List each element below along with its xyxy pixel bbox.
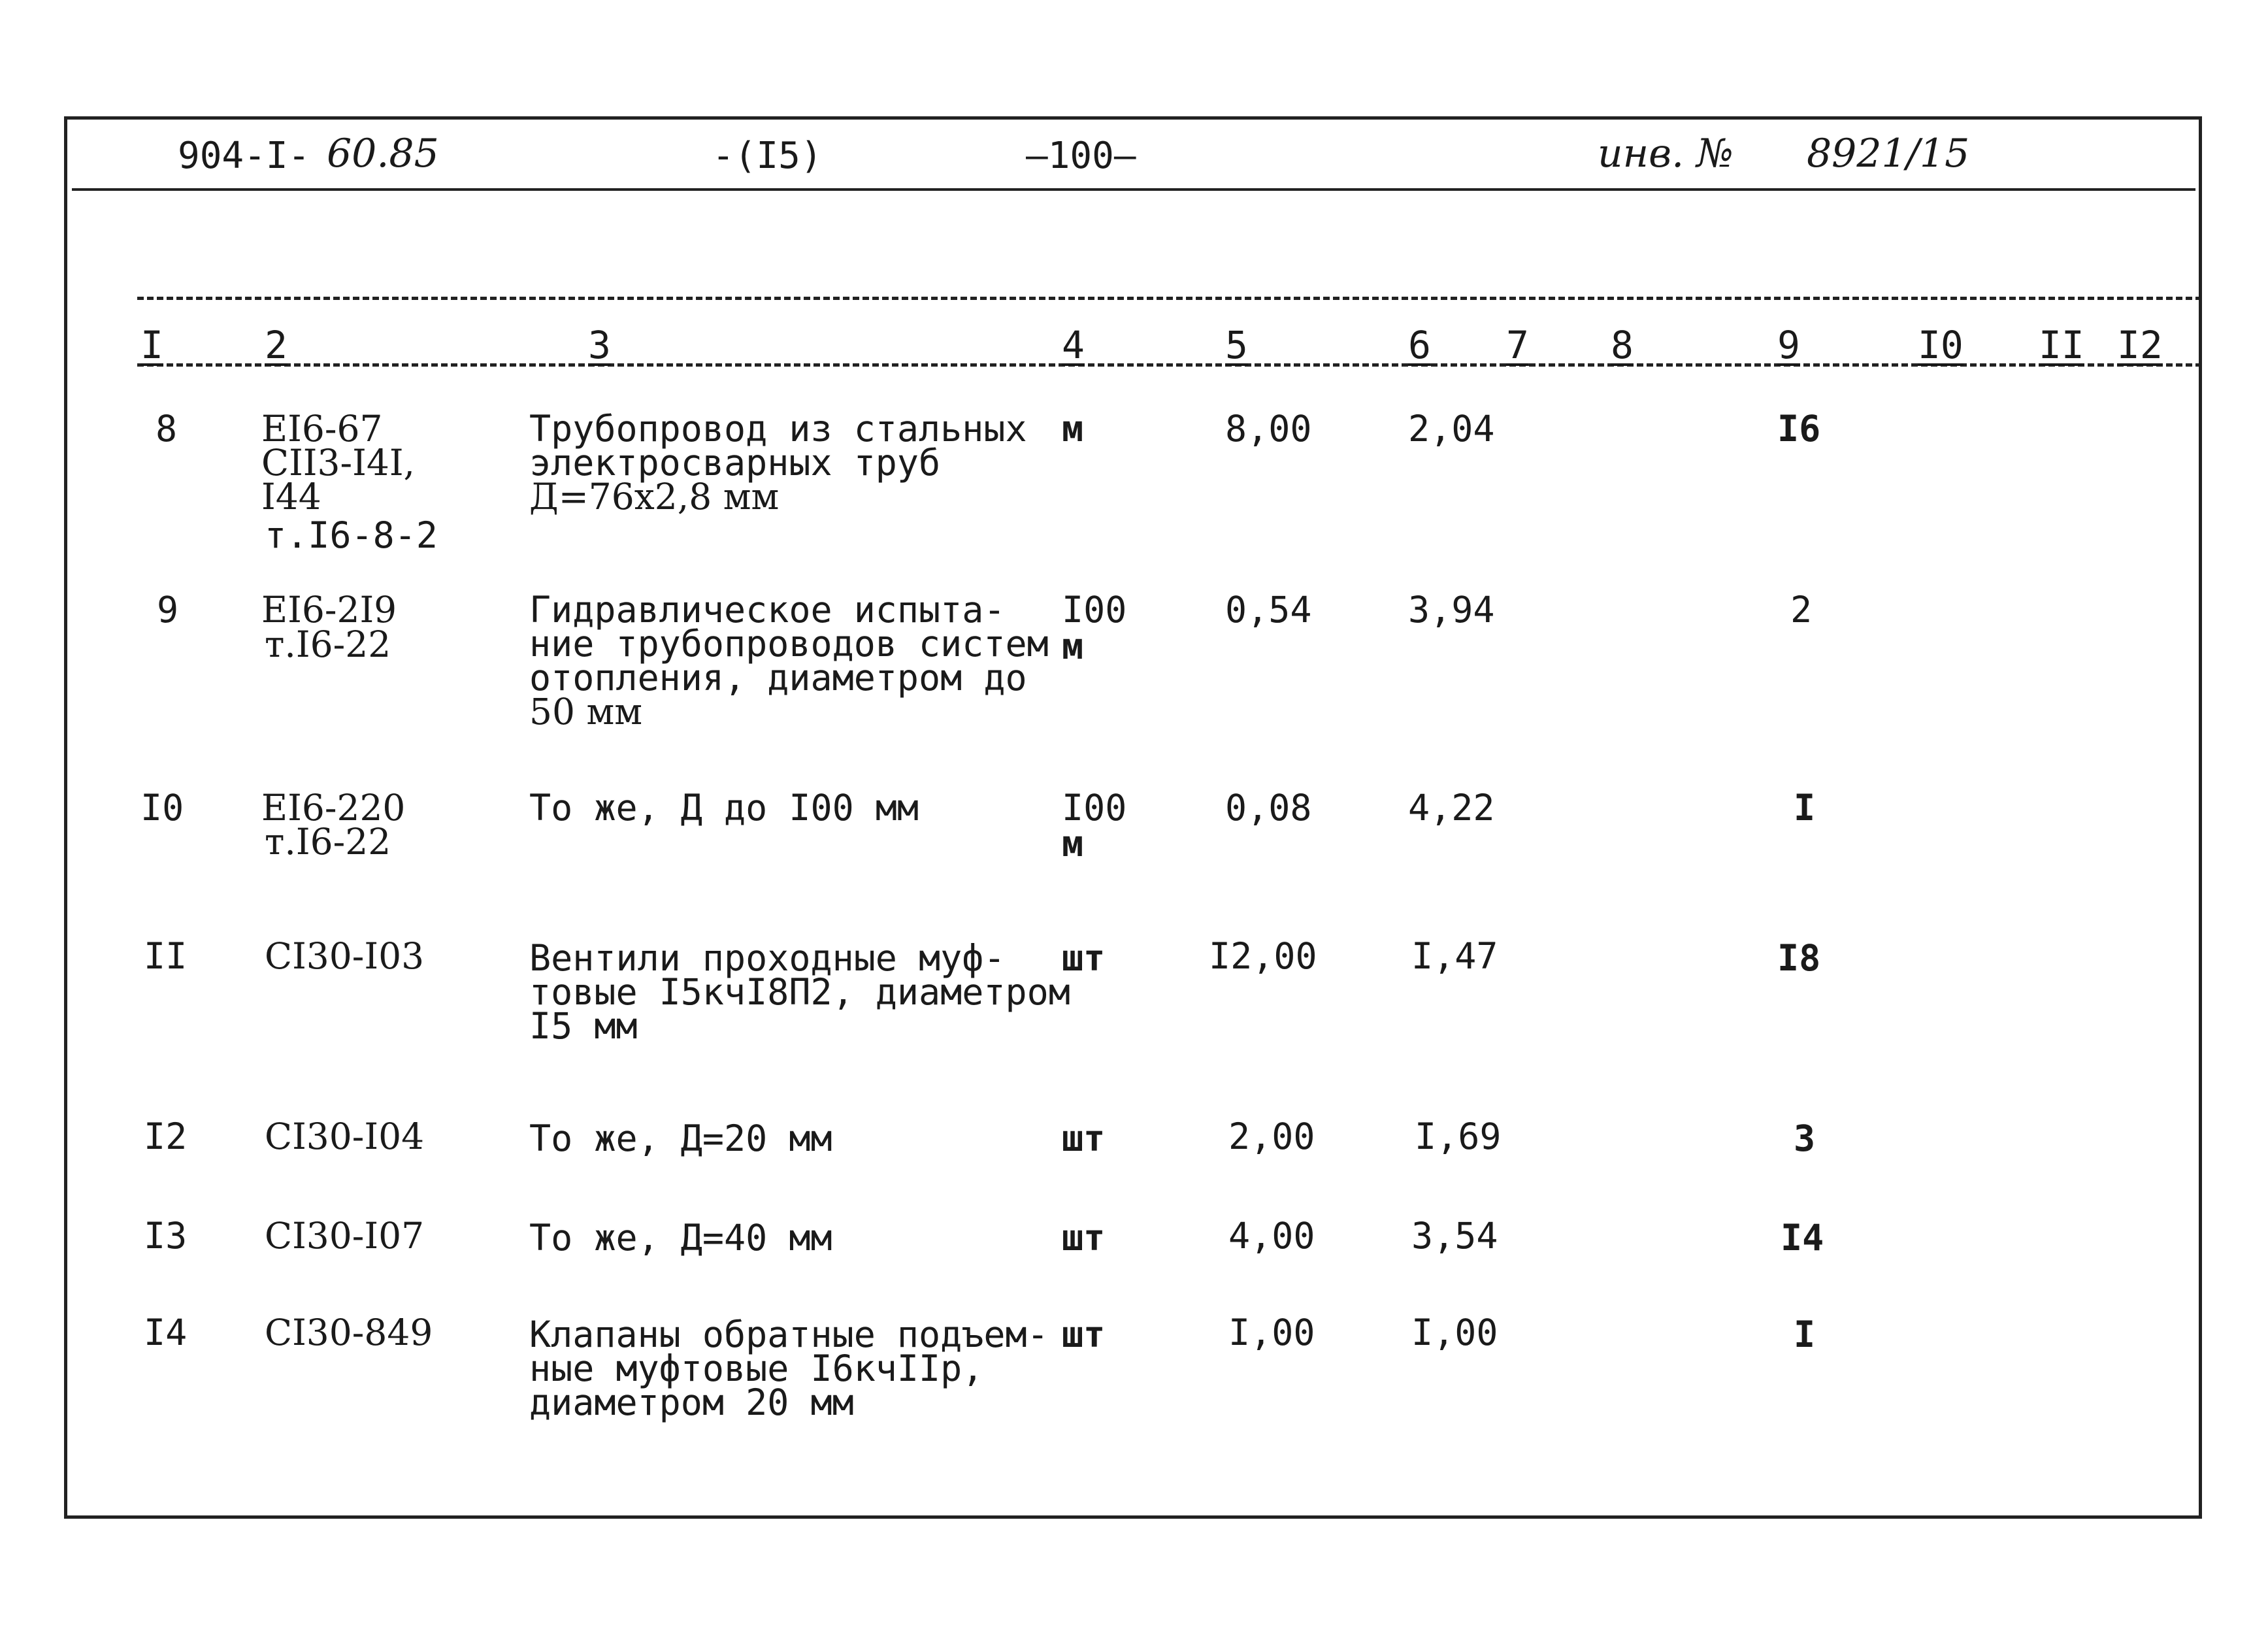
total: I8 xyxy=(1777,937,1821,979)
rate-code-line: EI6-67 xyxy=(261,408,383,450)
quantity: 8,00 xyxy=(1225,408,1312,450)
rate-code-line: т.I6-8-2 xyxy=(265,514,438,556)
rate-code-line: EI6-220 xyxy=(261,787,406,829)
rate-code-line: CII3-I4I, xyxy=(261,442,416,484)
unit-price: I,00 xyxy=(1411,1312,1498,1353)
description-line: ные муфтовые I6кчIIр, xyxy=(529,1348,984,1389)
rate-code-line: CI30-I04 xyxy=(265,1116,425,1157)
doc-code-handwritten: 60.85 xyxy=(327,131,439,176)
unit: м xyxy=(1062,625,1084,667)
unit: шт xyxy=(1062,937,1106,979)
unit-price: 4,22 xyxy=(1408,787,1495,829)
description-line: 50 мм xyxy=(529,691,643,733)
quantity: 0,54 xyxy=(1225,589,1312,631)
unit: I00 xyxy=(1062,787,1127,829)
column-number: 7 xyxy=(1506,323,1529,367)
row-number: 8 xyxy=(156,408,178,450)
description-line: Гидравлическое испыта- xyxy=(529,589,1006,631)
unit: м xyxy=(1062,823,1084,865)
column-number: 4 xyxy=(1062,323,1085,367)
column-number: I2 xyxy=(2117,323,2163,367)
column-number: 8 xyxy=(1611,323,1634,367)
description-line: То же, Д=20 мм xyxy=(529,1117,832,1159)
column-number: 9 xyxy=(1777,323,1800,367)
column-number: I0 xyxy=(1918,323,1964,367)
description-line: Вентили проходные муф- xyxy=(529,937,1006,979)
unit: шт xyxy=(1062,1117,1106,1159)
description-line: диаметром 20 мм xyxy=(529,1381,854,1423)
row-number: II xyxy=(144,935,188,977)
description-line: Клапаны обратные подъем- xyxy=(529,1314,1049,1355)
quantity: I2,00 xyxy=(1209,935,1317,977)
quantity: I,00 xyxy=(1228,1312,1315,1353)
rate-code-line: т.I6-22 xyxy=(265,821,391,863)
unit: м xyxy=(1062,408,1084,450)
total: I6 xyxy=(1777,408,1821,450)
column-number: 6 xyxy=(1408,323,1431,367)
inventory-label: инв. № xyxy=(1598,131,1734,176)
rate-code-line: EI6-2I9 xyxy=(261,589,397,631)
unit: шт xyxy=(1062,1217,1106,1259)
rate-code-line: CI30-849 xyxy=(265,1312,433,1353)
description-line: товые I5кчI8П2, диаметром xyxy=(529,971,1070,1013)
rate-code-line: I44 xyxy=(261,476,321,518)
row-number: I2 xyxy=(144,1116,188,1157)
row-number: 9 xyxy=(157,589,179,631)
description-line: электросварных труб xyxy=(529,442,941,484)
row-number: I4 xyxy=(144,1312,188,1353)
column-header-bottom-rule xyxy=(137,363,2202,367)
total: 3 xyxy=(1794,1117,1816,1159)
unit-price: I,47 xyxy=(1411,935,1498,977)
row-number: I0 xyxy=(140,787,184,829)
column-number: 2 xyxy=(265,323,288,367)
column-number: 5 xyxy=(1225,323,1248,367)
unit-price: 3,54 xyxy=(1411,1215,1498,1257)
description-line: То же, Д до I00 мм xyxy=(529,787,919,829)
page-number: –100– xyxy=(1026,135,1136,177)
description-line: I5 мм xyxy=(529,1005,638,1047)
unit: I00 xyxy=(1062,589,1127,631)
description-line: Д=76х2,8 мм xyxy=(529,476,780,518)
description-line: ние трубопроводов систем xyxy=(529,623,1049,665)
unit-price: 3,94 xyxy=(1408,589,1495,631)
description-line: То же, Д=40 мм xyxy=(529,1217,832,1259)
column-number: 3 xyxy=(588,323,611,367)
sheet-number: -(I5) xyxy=(712,135,823,177)
row-number: I3 xyxy=(144,1215,188,1257)
total: I4 xyxy=(1781,1217,1824,1259)
rate-code-line: т.I6-22 xyxy=(265,623,391,665)
header-rule xyxy=(72,188,2195,191)
quantity: 0,08 xyxy=(1225,787,1312,829)
column-header-top-rule xyxy=(137,297,2202,300)
rate-code-line: CI30-I03 xyxy=(265,935,425,977)
unit-price: I,69 xyxy=(1415,1116,1502,1157)
rate-code-line: CI30-I07 xyxy=(265,1215,425,1257)
total: I xyxy=(1794,787,1816,829)
description-line: Трубопровод из стальных xyxy=(529,408,1027,450)
total: I xyxy=(1794,1314,1816,1355)
quantity: 2,00 xyxy=(1228,1116,1315,1157)
column-number: II xyxy=(2039,323,2084,367)
doc-code: 904-I- xyxy=(178,135,310,177)
total: 2 xyxy=(1790,589,1813,631)
unit: шт xyxy=(1062,1314,1106,1355)
inventory-number: 8921/15 xyxy=(1807,131,1970,176)
unit-price: 2,04 xyxy=(1408,408,1495,450)
quantity: 4,00 xyxy=(1228,1215,1315,1257)
column-number: I xyxy=(140,323,163,367)
description-line: отопления, диаметром до xyxy=(529,657,1027,699)
